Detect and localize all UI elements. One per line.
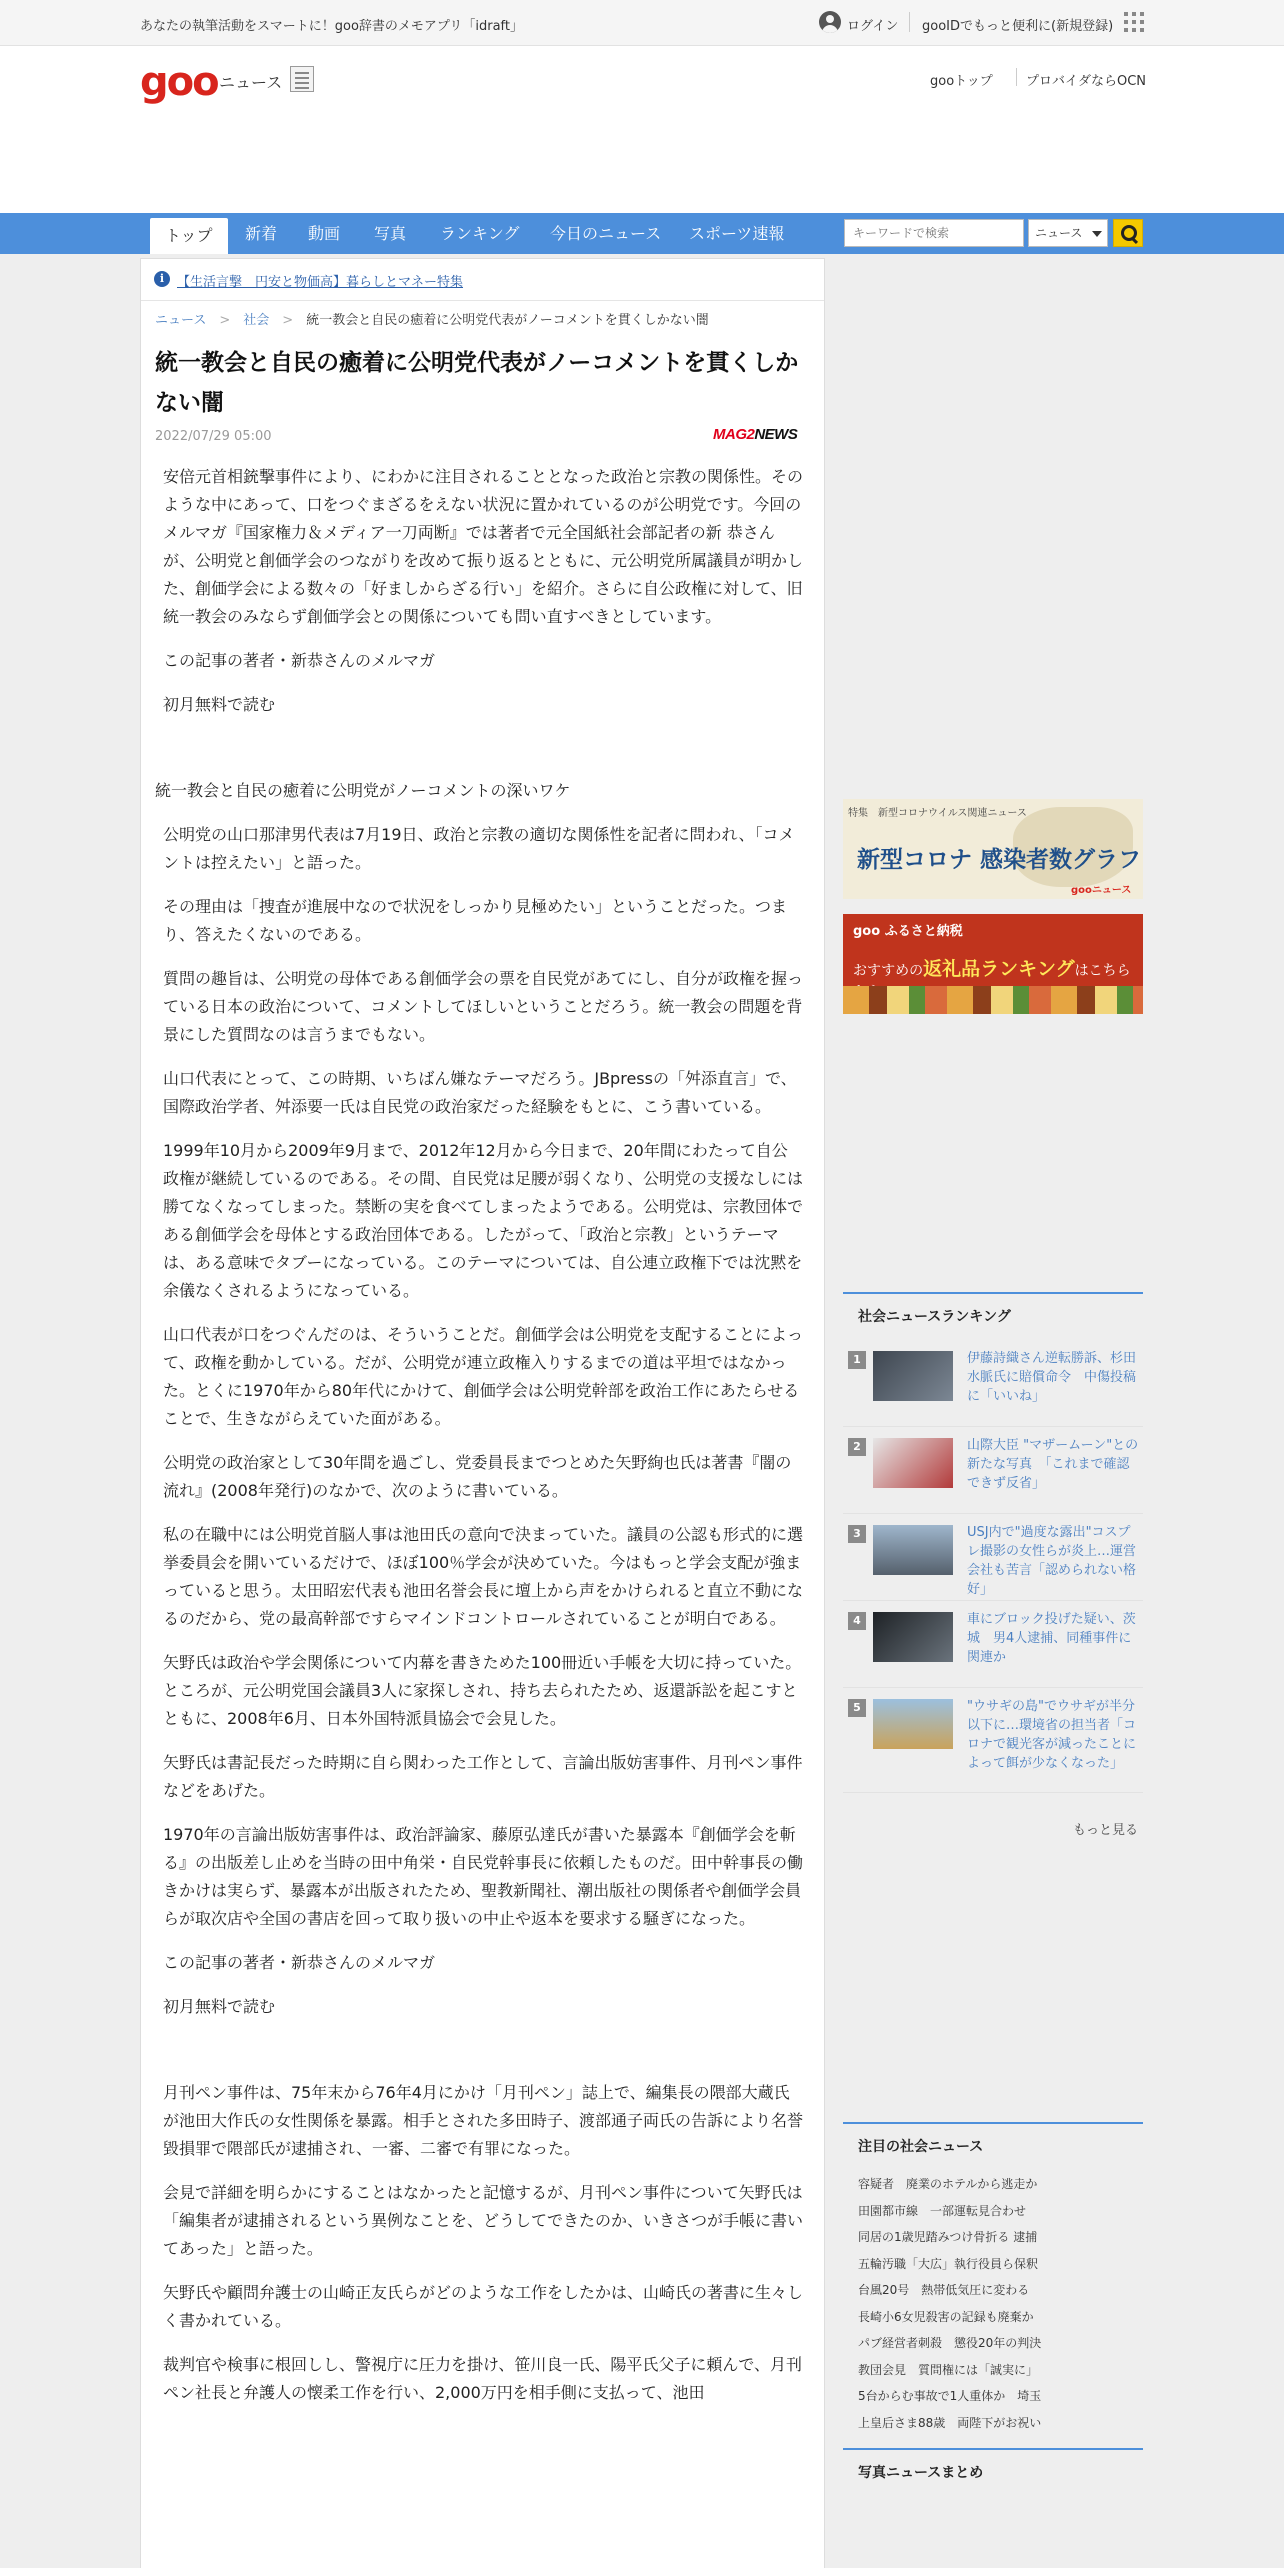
banner-headline: 新型コロナ 感染者数グラフ <box>857 847 1142 873</box>
newspaper-icon <box>290 66 314 92</box>
article-paragraph: 裁判官や検事に根回しし、警視庁に圧力を掛け、笹川良一氏、陽平氏父子に頼んで、月刊ペン社長と弁護人の懐柔工作を行い、2,000万円を相手側に支払って、池田 <box>163 2355 803 2402</box>
article-paragraph: この記事の著者・新恭さんのメルマガ <box>163 1953 436 1972</box>
breadcrumb-news[interactable]: ニュース <box>155 313 207 328</box>
idraft-promo-link[interactable]: あなたの執筆活動をスマートに！goo辞書のメモアプリ「idraft」 <box>140 19 523 34</box>
rank-thumbnail <box>873 1525 953 1575</box>
article-paragraph: 山口代表が口をつぐんだのは、そういうことだ。創価学会は公明党を支配することによって、政権を動かしている。だが、公明党が連立政権入りするまでの道は平坦ではなかった。とくに1970年から80年代にかけて、創価学会は公明党幹部を政治工作にあたらせることで、生きながらえていた面がある。 <box>163 1325 804 1428</box>
focus-news-link[interactable]: 台風20号 熱帯低気圧に変わる <box>858 2283 1030 2297</box>
mailmag-link[interactable]: 初月無料で読む <box>163 1997 276 2016</box>
rank-headline[interactable]: "ウサギの島"でウサギが半分以下に…環境省の担当者「コロナで観光客が減ったことによって餌が少なくなった」 <box>967 1699 1137 1771</box>
ranking-section-title: 社会ニュースランキング <box>843 1292 1143 1326</box>
article-paragraph: 矢野氏は書記長だった時期に自ら関わった工作として、言論出版妨害事件、月刊ペン事件などをあげた。 <box>163 1753 803 1800</box>
banner-top-text: goo ふるさと納税 <box>853 924 963 939</box>
info-icon: i <box>154 271 170 287</box>
rank-thumbnail <box>873 1612 953 1662</box>
ranking-item[interactable] <box>843 1514 1143 1601</box>
site-header <box>0 46 1284 213</box>
feature-notice-link[interactable]: 【生活言撃 円安と物価高】暮らしとマネー特集 <box>177 275 464 290</box>
article-paragraph: 会見で詳細を明らかにすることはなかったと記憶するが、月刊ペン事件について矢野氏は「編集者が逮捕されるという異例なことを、どうしてできたのか、いきさつが手帳に書いてあった」と語った。 <box>163 2183 804 2258</box>
rank-number: 5 <box>848 1699 866 1717</box>
focus-news-link[interactable]: パブ経営者刺殺 懲役20年の判決 <box>858 2336 1042 2350</box>
breadcrumb-society[interactable]: 社会 <box>243 313 270 328</box>
tab-latest[interactable]: 新着 <box>245 224 278 243</box>
ocn-provider-link[interactable]: プロバイダならOCN <box>1026 74 1147 89</box>
breadcrumb <box>155 309 709 328</box>
tab-top[interactable]: トップ <box>150 218 228 254</box>
chevron-down-icon <box>1092 231 1102 237</box>
search-scope-select[interactable] <box>1028 219 1108 247</box>
ranking-item[interactable] <box>843 1601 1143 1688</box>
rank-number: 4 <box>848 1612 866 1630</box>
tab-photo[interactable]: 写真 <box>374 224 407 243</box>
article-paragraph: 1999年10月から2009年9月まで、2012年12月から今日まで、20年間にわたって自公政権が継続しているのである。その間、自民党は足腰が弱くなり、公明党の支援なしには勝てなくなってしまった。禁断の実を食べてしまったようである。公明党は、宗教団体である創価学会を母体とする政治団体である。したがって、「政治と宗教」というテーマは、ある意味でタブーになっている。このテーマについては、自公連立政権下では沈黙を余儀なくされるようになっている。 <box>163 1141 804 1300</box>
article-date: 2022/07/29 05:00 <box>155 429 272 444</box>
article-paragraph: 矢野氏は政治や学会関係について内幕を書きためた100冊近い手帳を大切に持っていた。ところが、元公明党国会議員3人に家探しされ、持ち去られたため、返還訴訟を起こすとともに、2008年6月、日本外国特派員協会で会見した。 <box>163 1653 802 1728</box>
focus-section-title: 注目の社会ニュース <box>843 2122 1143 2156</box>
article-paragraph: その理由は「捜査が進展中なので状況をしっかり見極めたい」ということだった。つまり、答えたくないのである。 <box>163 897 788 944</box>
breadcrumb-separator: > <box>219 313 231 328</box>
rank-headline[interactable]: USJ内で"過度な露出"コスプレ撮影の女性らが炎上…運営会社も苦言「認められない格好」 <box>967 1525 1137 1597</box>
focus-news-list <box>858 2171 1138 2436</box>
search-input[interactable] <box>844 219 1024 247</box>
covid-graph-banner[interactable] <box>843 799 1143 899</box>
article-paragraph: 山口代表にとって、この時期、いちばん嫌なテーマだろう。JBpressの「舛添直言」で、国際政治学者、舛添要一氏は自民党の政治家だった経験をもとに、こう書いている。 <box>163 1069 797 1116</box>
tab-video[interactable]: 動画 <box>308 224 341 243</box>
rank-headline[interactable]: 車にブロック投げた疑い、茨城 男4人逮捕、同種事件に関連か <box>967 1612 1136 1665</box>
focus-news-link[interactable]: 容疑者 廃業のホテルから逃走か <box>858 2177 1038 2191</box>
tab-todays-news[interactable]: 今日のニュース <box>550 224 662 243</box>
top-utility-bar <box>0 0 1284 46</box>
banner-mid-text: おすすめの返礼品ランキングはこちら <box>853 958 1131 980</box>
tab-sports[interactable]: スポーツ速報 <box>689 224 785 243</box>
article-paragraph: 安倍元首相銃撃事件により、にわかに注目されることとなった政治と宗教の関係性。そのような中にあって、口をつぐまざるをえない状況に置かれているのが公明党です。今回のメルマガ『国家権力＆メディア一刀両断』では著者で元全国紙社会部記者の新 恭さんが、公明党と創価学会のつながりを改めて振り返るとともに、元公明党所属議員が明かした、創価学会による数々の「好ましからざる行い」を紹介。さらに自公政権に対して、旧統一教会のみならず創価学会との関係についても問い直すべきとしています。 <box>163 467 804 626</box>
register-link[interactable]: gooIDでもっと便利に(新規登録) <box>922 19 1114 34</box>
ranking-item[interactable] <box>843 1340 1143 1427</box>
banner-brand: gooニュース <box>1071 885 1132 896</box>
ranking-item[interactable] <box>843 1427 1143 1514</box>
breadcrumb-separator: > <box>282 313 294 328</box>
rank-headline[interactable]: 伊藤詩織さん逆転勝訴、杉田水脈氏に賠償命令 中傷投稿に「いいね」 <box>967 1351 1137 1404</box>
goo-top-link[interactable]: gooトップ <box>930 74 993 89</box>
rank-number: 3 <box>848 1525 866 1543</box>
search-scope-value: ニュース <box>1035 226 1083 240</box>
article-body <box>155 463 804 2423</box>
focus-news-link[interactable]: 同居の1歳児踏みつけ骨折る 逮捕 <box>858 2230 1038 2244</box>
article-paragraph: 公明党の山口那津男代表は7月19日、政治と宗教の適切な関係性を記者に問われ、「コメントは控えたい」と語った。 <box>163 825 795 872</box>
focus-news-link[interactable]: 5台からむ事故で1人重体か 埼玉 <box>858 2389 1042 2403</box>
ranking-list <box>843 1340 1143 1793</box>
food-image-strip <box>843 986 1143 1014</box>
mailmag-link[interactable]: 初月無料で読む <box>163 695 276 714</box>
focus-news-link[interactable]: 五輪汚職「大広」執行役員ら保釈 <box>858 2256 1039 2271</box>
focus-news-link[interactable]: 長崎小6女児殺害の記録も廃棄か <box>858 2309 1034 2324</box>
article-paragraph: 私の在職中には公明党首脳人事は池田氏の意向で決まっていた。議員の公認も形式的に選挙委員会を開いているだけで、ほぼ100％学会が決めていた。今はもっと学会支配が強まっていると思う。太田昭宏代表も池田名誉会長に壇上から声をかけられると直立不動になるのだから、党の最高幹部ですらマインドコントロールされていることが明白である。 <box>163 1525 804 1628</box>
feature-notice <box>141 259 824 301</box>
article-paragraph: 質問の趣旨は、公明党の母体である創価学会の票を自民党があてにし、自分が政権を握っている日本の政治について、コメントしてほしいということだろう。統一教会の問題を背景にした質問なのは言うまでもない。 <box>163 969 804 1044</box>
article-title: 統一教会と自民の癒着に公明党代表がノーコメントを貫くしかない闇 <box>155 350 799 416</box>
main-nav <box>0 213 1284 254</box>
goo-logo[interactable]: goo <box>140 59 218 105</box>
header-divider <box>1016 68 1017 86</box>
ranking-more-link[interactable]: もっと見る <box>1073 1823 1139 1838</box>
article-paragraph: 1970年の言論出版妨害事件は、政治評論家、藤原弘達氏が書いた暴露本『創価学会を斬る』の出版差し止めを当時の田中角栄・自民党幹事長に依頼したものだ。田中幹事長の働きかけは実らず、暴露本が出版されたため、聖教新聞社、潮出版社の関係者や創価学会員らが取次店や全国の書店を回って取り扱いの中止や返本を要求する騒ぎになった。 <box>163 1825 804 1928</box>
news-logo-text[interactable]: ニュース <box>219 73 283 92</box>
breadcrumb-current: 統一教会と自民の癒着に公明党代表がノーコメントを貫くしかない闇 <box>306 313 709 328</box>
article-paragraph: 月刊ペン事件は、75年末から76年4月にかけ「月刊ペン」誌上で、編集長の隈部大蔵氏が池田大作氏の女性関係を暴露。相手とされた多田時子、渡部通子両氏の告訴により名誉毀損罪で隈部氏が逮捕され、一審、二審で有罪になった。 <box>163 2083 804 2158</box>
search-button[interactable] <box>1113 219 1143 247</box>
article-subheading: 統一教会と自民の癒着に公明党がノーコメントの深いワケ <box>155 781 571 800</box>
rank-headline[interactable]: 山際大臣 "マザームーン"との新たな写真 「これまで確認できず反省」 <box>967 1438 1139 1491</box>
article-paragraph: 矢野氏や顧問弁護士の山崎正友氏らがどのような工作をしたかは、山崎氏の著書に生々しく書かれている。 <box>163 2283 804 2330</box>
article-panel <box>140 258 825 2568</box>
mag2news-logo[interactable]: MAG2NEWS <box>713 426 798 443</box>
rank-thumbnail <box>873 1699 953 1749</box>
login-link[interactable]: ログイン <box>847 19 899 34</box>
rank-thumbnail <box>873 1438 953 1488</box>
user-icon[interactable] <box>819 11 841 33</box>
article-paragraph: この記事の著者・新恭さんのメルマガ <box>163 651 436 670</box>
photo-news-section-title: 写真ニュースまとめ <box>843 2448 1143 2482</box>
focus-news-link[interactable]: 教団会見 質問権には「誠実に」 <box>858 2362 1039 2377</box>
topbar-divider <box>909 12 910 32</box>
apps-grid-icon[interactable] <box>1124 12 1144 32</box>
ranking-item[interactable] <box>843 1688 1143 1793</box>
banner-caption: 特集 新型コロナウイルス関連ニュース <box>848 808 1027 819</box>
furusato-nozei-banner[interactable] <box>843 914 1143 1014</box>
focus-news-link[interactable]: 上皇后さま88歳 両陛下がお祝い <box>858 2415 1042 2430</box>
rank-thumbnail <box>873 1351 953 1401</box>
tab-ranking[interactable]: ランキング <box>440 224 520 243</box>
rank-number: 1 <box>848 1351 866 1369</box>
focus-news-link[interactable]: 田園都市線 一部運転見合わせ <box>858 2203 1027 2218</box>
article-paragraph: 公明党の政治家として30年間を過ごし、党委員長までつとめた矢野絢也氏は著書『闇の流れ』(2008年発行)のなかで、次のように書いている。 <box>163 1453 792 1500</box>
rank-number: 2 <box>848 1438 866 1456</box>
